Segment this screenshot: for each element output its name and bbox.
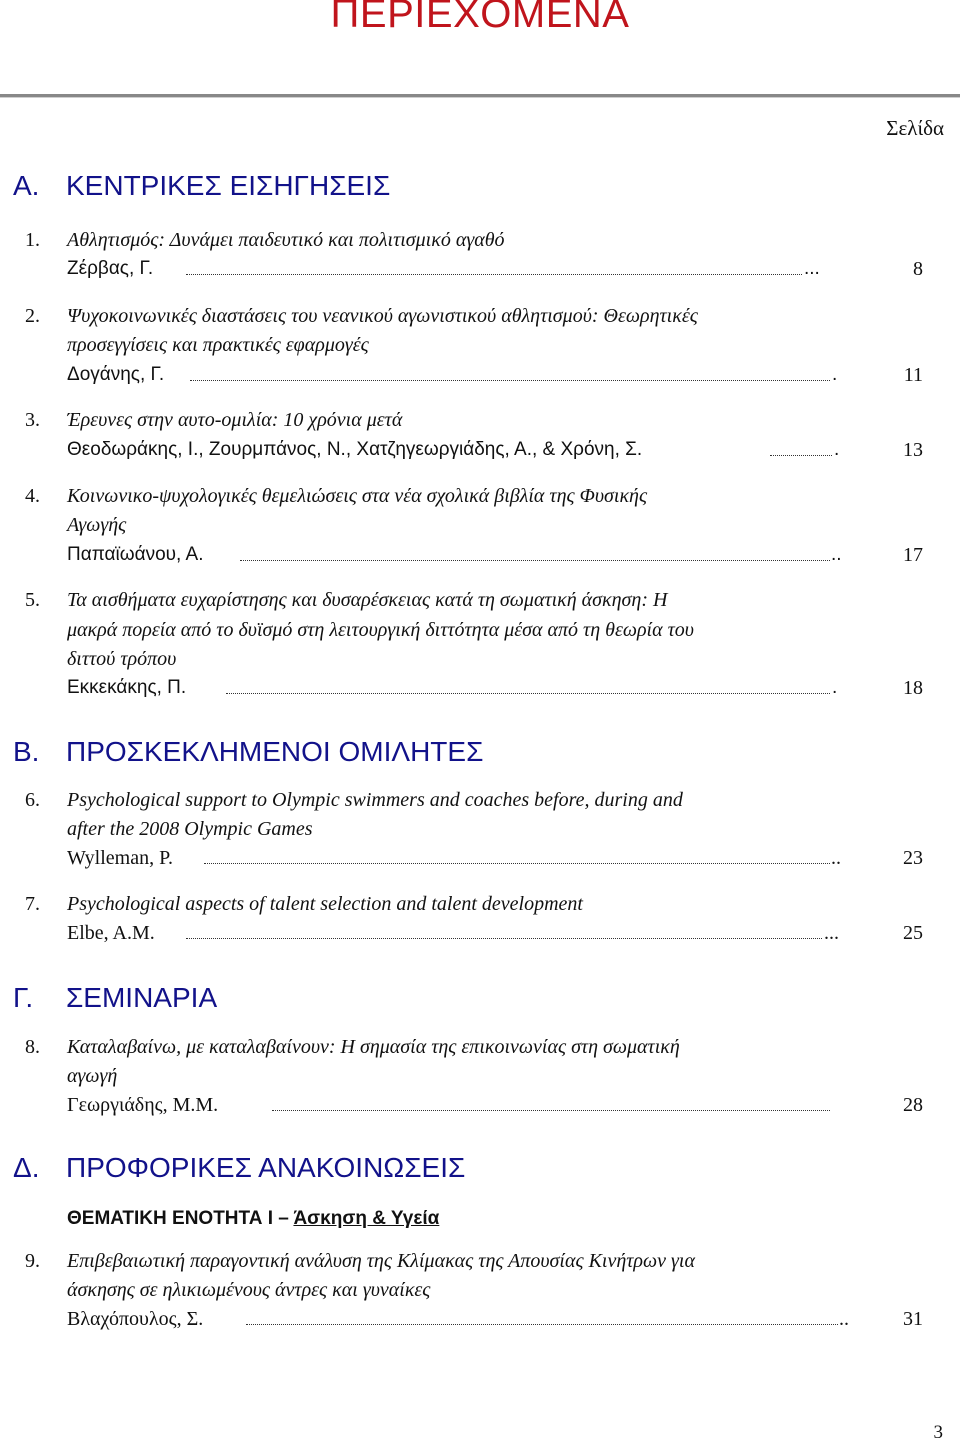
entry-page-number: 8 [913, 258, 923, 280]
entry-title-line: Αθλητισμός: Δυνάμει παιδευτικό και πολιτισμικό αγαθό [67, 229, 505, 251]
dot-leader-end: ... [804, 258, 820, 279]
entry-title-line: προσεγγίσεις και πρακτικές εφαρμογές [67, 334, 369, 356]
section-title: ΠΡΟΦΟΡΙΚΕΣ ΑΝΑΚΟΙΝΩΣΕΙΣ [66, 1152, 466, 1183]
entry-number: 2. [25, 305, 40, 327]
entry-title-line: Psychological aspects of talent selection and talent development [67, 893, 583, 915]
entry-title-line: Αγωγής [67, 514, 127, 536]
entry-number: 6. [25, 789, 40, 811]
section-heading-d [13, 1152, 465, 1184]
entry-author: Βλαχόπουλος, Σ. [67, 1308, 204, 1330]
entry-number: 1. [25, 229, 40, 251]
dot-leader [226, 693, 830, 694]
thematic-unit-dash: – [273, 1208, 294, 1229]
thematic-unit-topic: Άσκηση & Υγεία [293, 1208, 440, 1229]
entry-page-number: 31 [903, 1308, 923, 1330]
entry-number: 4. [25, 485, 40, 507]
section-title: ΣΕΜΙΝΑΡΙΑ [66, 982, 218, 1013]
entry-page-number: 17 [903, 544, 923, 566]
dot-leader [272, 1110, 830, 1111]
entry-page-number: 25 [903, 922, 923, 944]
entry-author: Γεωργιάδης, Μ.Μ. [67, 1094, 219, 1116]
section-heading-c [13, 982, 217, 1014]
entry-author: Δογάνης, Γ. [67, 364, 165, 385]
section-heading-a [13, 170, 390, 202]
entry-number: 9. [25, 1250, 40, 1272]
entry-title-line: after the 2008 Olympic Games [67, 818, 313, 840]
entry-page-number: 28 [903, 1094, 923, 1116]
footer-page-number: 3 [933, 1422, 943, 1443]
entry-number: 3. [25, 409, 40, 431]
entry-title-line: Καταλαβαίνω, με καταλαβαίνουν: Η σημασία της επικοινωνίας στη σωματική [67, 1036, 680, 1058]
entry-author: Θεοδωράκης, Ι., Ζουρμπάνος, Ν., Χατζηγεωργιάδης, Α., & Χρόνη, Σ. [67, 439, 643, 460]
entry-page-number: 11 [903, 364, 923, 386]
page-column-label: Σελίδα [886, 116, 944, 140]
entry-title-line: Επιβεβαιωτική παραγοντική ανάλυση της Κλίμακας της Απουσίας Κινήτρων για [67, 1250, 695, 1272]
section-letter: Α. [13, 170, 40, 201]
dot-leader-end: . [834, 439, 840, 460]
dot-leader-end: .. [839, 1308, 849, 1330]
entry-title-line: αγωγή [67, 1065, 118, 1087]
page-title: ΠΕΡΙΕΧΟΜΕΝΑ [330, 0, 630, 36]
dot-leader [770, 455, 832, 456]
entry-title-line: Έρευνες στην αυτο-ομιλία: 10 χρόνια μετά [67, 409, 403, 431]
entry-title-line: μακρά πορεία από το δυϊσμό στη λειτουργική διττότητα μέσα από τη θεωρία του [67, 619, 694, 641]
entry-title-line: Psychological support to Olympic swimmers and coaches before, during and [67, 789, 683, 811]
entry-number: 7. [25, 893, 40, 915]
dot-leader [186, 274, 802, 275]
section-letter: Γ. [13, 982, 34, 1013]
title-divider [0, 94, 960, 98]
dot-leader [246, 1324, 838, 1325]
section-heading-b [13, 736, 483, 768]
entry-author: Εκκεκάκης, Π. [67, 677, 187, 698]
dot-leader-end: ... [824, 922, 839, 944]
entry-author: Παπαϊωάνου, Α. [67, 544, 204, 565]
dot-leader-end: . [832, 677, 838, 698]
entry-author: Elbe, A.M. [67, 922, 155, 944]
thematic-unit-heading [67, 1208, 439, 1230]
dot-leader-end: .. [831, 544, 842, 565]
entry-number: 5. [25, 589, 40, 611]
section-letter: Δ. [13, 1152, 40, 1183]
entry-author: Ζέρβας, Γ. [67, 258, 154, 279]
section-title: ΚΕΝΤΡΙΚΕΣ ΕΙΣΗΓΗΣΕΙΣ [66, 170, 391, 201]
entry-title-line: διττού τρόπου [67, 648, 177, 670]
entry-title-line: άσκησης σε ηλικιωμένους άντρες και γυναίκες [67, 1279, 431, 1301]
entry-title-line: Κοινωνικο-ψυχολογικές θεμελιώσεις στα νέα σχολικά βιβλία της Φυσικής [67, 485, 648, 507]
entry-page-number: 23 [903, 847, 923, 869]
dot-leader-end: . [832, 364, 838, 385]
dot-leader [240, 560, 830, 561]
section-letter: Β. [13, 736, 40, 767]
entry-title-line: Ψυχοκοινωνικές διαστάσεις του νεανικού αγωνιστικού αθλητισμού: Θεωρητικές [67, 305, 698, 327]
dot-leader-end: .. [831, 847, 841, 869]
dot-leader [186, 938, 822, 939]
entry-number: 8. [25, 1036, 40, 1058]
dot-leader [204, 863, 830, 864]
entry-author: Wylleman, P. [67, 847, 174, 869]
dot-leader [190, 380, 830, 381]
thematic-unit-label: ΘΕΜΑΤΙΚΗ ΕΝΟΤΗΤΑ Ι [67, 1208, 274, 1229]
entry-title-line: Τα αισθήματα ευχαρίστησης και δυσαρέσκειας κατά τη σωματική άσκηση: Η [67, 589, 668, 611]
entry-page-number: 18 [903, 677, 923, 699]
section-title: ΠΡΟΣΚΕΚΛΗΜΕΝΟΙ ΟΜΙΛΗΤΕΣ [66, 736, 484, 767]
entry-page-number: 13 [903, 439, 923, 461]
